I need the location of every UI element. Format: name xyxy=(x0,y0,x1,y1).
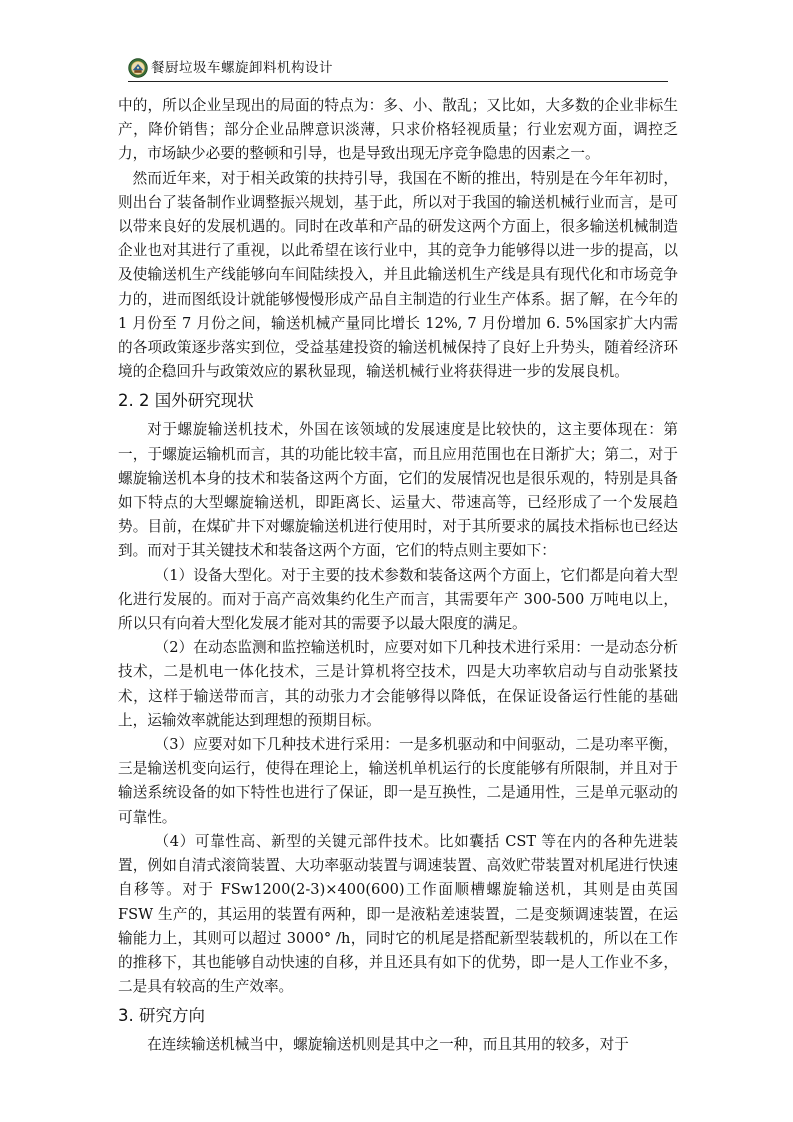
paragraph-research-direction: 在连续输送机械当中，螺旋输送机则是其中之一种，而且其用的较多，对于 xyxy=(147,1036,629,1054)
document-body xyxy=(118,94,678,1058)
section-heading-research-direction: 3. 研究方向 xyxy=(118,1006,205,1026)
paragraph-industry-features: 中的，所以企业呈现出的局面的特点为：多、小、散乱；又比如，大多数的企业非标生产，降价销售；部分企业品牌意识淡薄，只求价格轻视质量；行业宏观方面，调控乏力，市场缺少必要的整顿和引导，也是导致出现无序竞争隐患的因素之一。 xyxy=(118,97,678,163)
paragraph-policy-support: 然而近年来，对于相关政策的扶持引导，我国在不断的推出，特别是在今年年初时，则出台了装备制作业调整振兴规划，基于此，所以对于我国的输送机械行业而言，是可以带来良好的发展机遇的。同时在改革和产品的研发这两个方面上，很多输送机械制造企业也对其进行了重视，以此希望在该行业中，其的竞争力能够得以进一步的提高，以及使输送机生产线能够向车间陆续投入，并且此输送机生产线是具有现代化和市场竞争力的，进而图纸设计就能够慢慢形成产品自主制造的行业生产体系。据了解，在今年的 1 月份至 7 月份之间，输送机械产量同比增长 12%, 7 月份增加 6. 5%国家扩大内需的各项政策逐步落实到位，受益基建投资的输送机械保持了良好上升势头，随着经济环境的企稳回升与政策效应的累秋显现，输送机械行业将获得进一步的发展良机。 xyxy=(118,169,678,381)
paragraph-foreign-overview: 对于螺旋输送机技术，外国在该领域的发展速度是比较快的，这主要体现在：第一，于螺旋运输机而言，其的功能比较丰富，而且应用范围也在日渐扩大；第二，对于螺旋输送机本身的技术和装备这两个方面，它们的发展情况也是很乐观的，特别是具备如下特点的大型螺旋输送机，即距离长、运量大、带速高等，已经形成了一个发展趋势。目前，在煤矿井下对螺旋输送机进行使用时，对于其所要求的属技术指标也已经达到。而对于其关键技术和装备这两个方面，它们的特点则主要如下： xyxy=(118,421,678,560)
header-title: 餐厨垃圾车螺旋卸料机构设计 xyxy=(151,60,333,76)
paragraph-item-4: （4）可靠性高、新型的关键元部件技术。比如囊括 CST 等在内的各种先进装置，例如自清式滚筒装置、大功率驱动装置与调速装置、高效贮带装置对机尾进行快速自移等。对于 FSw1200(2-3)×400(600)工作面顺槽螺旋输送机，其则是由英国 FSW 生产的，其运用的装置有两种，即一是液粘差速装置，二是变频调速装置，在运输能力上，其则可以超过 3000° /h，同时它的机尾是搭配新型装载机的，所以在工作的推移下，其也能够自动快速的自移，并且还具有如下的优势，即一是人工作业不多，二是具有较高的生产效率。 xyxy=(118,832,678,996)
paragraph-item-3: （3）应要对如下几种技术进行采用：一是多机驱动和中间驱动，二是功率平衡，三是输送机变向运行，使得在理论上，输送机单机运行的长度能够有所限制，并且对于输送系统设备的如下特性也进行了保证，即一是互换性，二是通用性，三是单元驱动的可靠性。 xyxy=(118,736,678,826)
section-heading-foreign-research: 2. 2 国外研究现状 xyxy=(118,391,254,411)
paragraph-item-2: （2）在动态监测和监控输送机时，应要对如下几种技术进行采用：一是动态分析技术，二是机电一体化技术，三是计算机将空技术，四是大功率软启动与自动张紧技术，这样于输送带而言，其的动张力才会能够得以降低，在保证设备运行性能的基础上，运输效率就能达到理想的预期目标。 xyxy=(118,639,678,729)
header-divider xyxy=(128,81,668,82)
paragraph-item-1: （1）设备大型化。对于主要的技术参数和装备这两个方面上，它们都是向着大型化进行发展的。而对于高产高效集约化生产而言，其需要年产 300-500 万吨电以上，所以只有向着大型化发展才能对其的需要予以最大限度的满足。 xyxy=(118,566,678,633)
page-header xyxy=(128,54,668,82)
university-seal-icon xyxy=(128,58,148,78)
